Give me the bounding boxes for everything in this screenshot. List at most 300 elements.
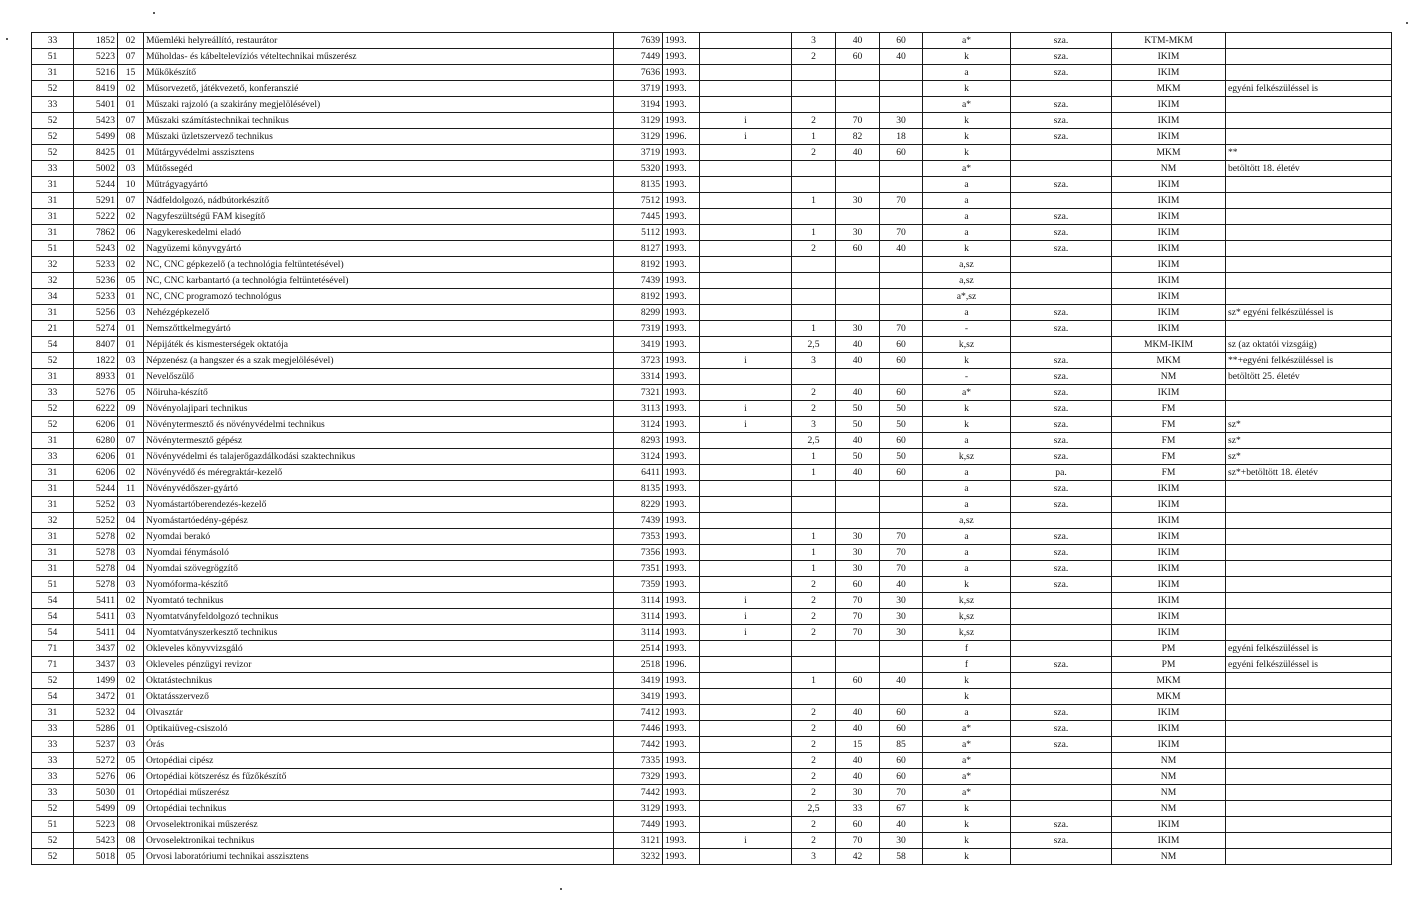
practice-pct-cell [880,657,923,673]
year-cell: 1993. [663,257,700,273]
table-row [32,145,1392,161]
flag-cell [700,209,792,225]
flag-cell [700,753,792,769]
exam-cell [1011,641,1112,657]
exam-cell: sza. [1011,49,1112,65]
feor-cell: 7446 [614,721,663,737]
exam-cell: pa. [1011,465,1112,481]
flag-cell: i [700,593,792,609]
duration-cell: 1 [792,193,836,209]
theory-pct-cell [836,641,880,657]
year-cell: 1993. [663,593,700,609]
table-row [32,561,1392,577]
entry-req-cell: k [923,401,1011,417]
remark-cell [1226,177,1392,193]
table-row [32,433,1392,449]
branch-code-cell: 5002 [74,161,118,177]
entry-req-cell: - [923,321,1011,337]
flag-cell [700,97,792,113]
feor-cell: 8192 [614,289,663,305]
exam-cell: sza. [1011,449,1112,465]
seq-cell: 01 [118,321,144,337]
occupation-name-cell: Orvoselektronikai technikus [144,833,614,849]
duration-cell: 1 [792,545,836,561]
occupation-name-cell: Ortopédiai műszerész [144,785,614,801]
occupation-name-cell: Műholdas- és kábeltelevíziós vételtechnikai műszerész [144,49,614,65]
year-cell: 1993. [663,673,700,689]
practice-pct-cell: 60 [880,33,923,49]
ministry-cell: IKIM [1112,561,1226,577]
level-cell: 31 [32,545,74,561]
branch-code-cell: 5291 [74,193,118,209]
occupation-name-cell: Nagykereskedelmi eladó [144,225,614,241]
exam-cell [1011,801,1112,817]
occupation-name-cell: Oktatástechnikus [144,673,614,689]
theory-pct-cell: 40 [836,337,880,353]
table-row [32,177,1392,193]
feor-cell: 7442 [614,737,663,753]
occupation-name-cell: Oktatásszervező [144,689,614,705]
entry-req-cell: k,sz [923,337,1011,353]
year-cell: 1993. [663,577,700,593]
branch-code-cell: 1499 [74,673,118,689]
duration-cell: 2 [792,609,836,625]
duration-cell: 2 [792,401,836,417]
practice-pct-cell: 50 [880,449,923,465]
ministry-cell: IKIM [1112,177,1226,193]
branch-code-cell: 5278 [74,545,118,561]
practice-pct-cell [880,81,923,97]
table-row [32,849,1392,865]
register-sheet [31,32,1392,865]
exam-cell [1011,337,1112,353]
exam-cell: sza. [1011,817,1112,833]
exam-cell [1011,81,1112,97]
feor-cell: 7445 [614,209,663,225]
branch-code-cell: 5499 [74,129,118,145]
branch-code-cell: 5237 [74,737,118,753]
entry-req-cell: k,sz [923,593,1011,609]
branch-code-cell: 5401 [74,97,118,113]
entry-req-cell: k [923,129,1011,145]
ministry-cell: IKIM [1112,721,1226,737]
remark-cell [1226,497,1392,513]
flag-cell: i [700,833,792,849]
ministry-cell: IKIM [1112,49,1226,65]
ministry-cell: IKIM [1112,97,1226,113]
year-cell: 1993. [663,417,700,433]
year-cell: 1993. [663,49,700,65]
table-row [32,225,1392,241]
feor-cell: 3114 [614,593,663,609]
table-row [32,65,1392,81]
branch-code-cell: 6206 [74,449,118,465]
level-cell: 31 [32,193,74,209]
entry-req-cell: a* [923,753,1011,769]
entry-req-cell: a* [923,97,1011,113]
entry-req-cell: a [923,705,1011,721]
seq-cell: 09 [118,401,144,417]
year-cell: 1993. [663,529,700,545]
year-cell: 1993. [663,465,700,481]
duration-cell: 1 [792,561,836,577]
exam-cell [1011,257,1112,273]
seq-cell: 01 [118,337,144,353]
year-cell: 1993. [663,321,700,337]
occupation-name-cell: Nevelőszülő [144,369,614,385]
occupation-name-cell: Nyomástartóberendezés-kezelő [144,497,614,513]
practice-pct-cell [880,161,923,177]
practice-pct-cell: 60 [880,353,923,369]
table-row [32,385,1392,401]
duration-cell [792,481,836,497]
remark-cell [1226,577,1392,593]
occupation-name-cell: Növényolajipari technikus [144,401,614,417]
ministry-cell: FM [1112,433,1226,449]
level-cell: 52 [32,353,74,369]
table-row [32,801,1392,817]
remark-cell [1226,481,1392,497]
feor-cell: 7319 [614,321,663,337]
theory-pct-cell: 40 [836,769,880,785]
duration-cell: 1 [792,225,836,241]
feor-cell: 7356 [614,545,663,561]
occupation-name-cell: Műszaki üzletszervező technikus [144,129,614,145]
duration-cell: 2 [792,241,836,257]
entry-req-cell: a [923,225,1011,241]
year-cell: 1993. [663,177,700,193]
feor-cell: 3129 [614,129,663,145]
ministry-cell: FM [1112,401,1226,417]
seq-cell: 03 [118,609,144,625]
year-cell: 1993. [663,401,700,417]
flag-cell [700,177,792,193]
feor-cell: 2514 [614,641,663,657]
branch-code-cell: 5423 [74,113,118,129]
entry-req-cell: a [923,193,1011,209]
seq-cell: 03 [118,657,144,673]
year-cell: 1993. [663,369,700,385]
ministry-cell: NM [1112,769,1226,785]
ministry-cell: IKIM [1112,817,1226,833]
seq-cell: 03 [118,577,144,593]
practice-pct-cell: 70 [880,321,923,337]
table-row [32,833,1392,849]
exam-cell [1011,161,1112,177]
practice-pct-cell [880,497,923,513]
practice-pct-cell: 50 [880,417,923,433]
branch-code-cell: 5286 [74,721,118,737]
theory-pct-cell: 42 [836,849,880,865]
theory-pct-cell [836,273,880,289]
remark-cell: sz* egyéni felkészüléssel is [1226,305,1392,321]
theory-pct-cell: 50 [836,449,880,465]
flag-cell [700,385,792,401]
duration-cell: 2 [792,833,836,849]
practice-pct-cell: 60 [880,337,923,353]
practice-pct-cell: 60 [880,769,923,785]
year-cell: 1993. [663,241,700,257]
level-cell: 33 [32,33,74,49]
theory-pct-cell: 40 [836,465,880,481]
theory-pct-cell: 70 [836,833,880,849]
flag-cell [700,305,792,321]
flag-cell [700,337,792,353]
table-row [32,417,1392,433]
theory-pct-cell: 50 [836,417,880,433]
practice-pct-cell: 40 [880,241,923,257]
ministry-cell: IKIM [1112,289,1226,305]
seq-cell: 03 [118,161,144,177]
level-cell: 32 [32,273,74,289]
branch-code-cell: 5233 [74,257,118,273]
level-cell: 31 [32,65,74,81]
feor-cell: 7321 [614,385,663,401]
duration-cell: 2 [792,737,836,753]
table-row [32,769,1392,785]
duration-cell [792,65,836,81]
table-row [32,337,1392,353]
seq-cell: 02 [118,81,144,97]
exam-cell: sza. [1011,241,1112,257]
level-cell: 31 [32,305,74,321]
branch-code-cell: 5252 [74,513,118,529]
exam-cell [1011,145,1112,161]
table-row [32,305,1392,321]
flag-cell [700,193,792,209]
table-row [32,609,1392,625]
scan-speck [6,38,8,40]
flag-cell [700,721,792,737]
flag-cell [700,33,792,49]
theory-pct-cell: 70 [836,593,880,609]
occupation-name-cell: Ortopédiai kötszerész és fűzőkészítő [144,769,614,785]
theory-pct-cell: 30 [836,561,880,577]
year-cell: 1993. [663,801,700,817]
year-cell: 1993. [663,193,700,209]
flag-cell [700,849,792,865]
ministry-cell: PM [1112,641,1226,657]
ministry-cell: IKIM [1112,113,1226,129]
feor-cell: 2518 [614,657,663,673]
remark-cell [1226,225,1392,241]
occupation-name-cell: Nyomdai berakó [144,529,614,545]
theory-pct-cell [836,257,880,273]
flag-cell [700,705,792,721]
remark-cell [1226,737,1392,753]
theory-pct-cell: 60 [836,241,880,257]
flag-cell [700,673,792,689]
remark-cell: sz* [1226,417,1392,433]
theory-pct-cell: 60 [836,673,880,689]
practice-pct-cell [880,177,923,193]
duration-cell: 1 [792,673,836,689]
feor-cell: 7353 [614,529,663,545]
practice-pct-cell: 58 [880,849,923,865]
flag-cell [700,769,792,785]
duration-cell [792,161,836,177]
branch-code-cell: 5411 [74,625,118,641]
theory-pct-cell: 30 [836,321,880,337]
remark-cell [1226,561,1392,577]
duration-cell [792,369,836,385]
level-cell: 21 [32,321,74,337]
seq-cell: 02 [118,257,144,273]
seq-cell: 01 [118,97,144,113]
remark-cell: sz (az oktatói vizsgáig) [1226,337,1392,353]
feor-cell: 8135 [614,481,663,497]
table-row [32,577,1392,593]
practice-pct-cell [880,641,923,657]
exam-cell: sza. [1011,353,1112,369]
theory-pct-cell: 40 [836,145,880,161]
seq-cell: 02 [118,529,144,545]
remark-cell [1226,849,1392,865]
seq-cell: 07 [118,433,144,449]
theory-pct-cell [836,497,880,513]
level-cell: 31 [32,369,74,385]
ministry-cell: IKIM [1112,129,1226,145]
flag-cell: i [700,401,792,417]
occupation-name-cell: NC, CNC programozó technológus [144,289,614,305]
exam-cell: sza. [1011,577,1112,593]
exam-cell [1011,289,1112,305]
seq-cell: 08 [118,129,144,145]
practice-pct-cell: 30 [880,113,923,129]
duration-cell: 3 [792,849,836,865]
remark-cell: egyéni felkészüléssel is [1226,81,1392,97]
duration-cell: 3 [792,353,836,369]
branch-code-cell: 5276 [74,385,118,401]
occupation-name-cell: Nyomtatványfeldolgozó technikus [144,609,614,625]
flag-cell [700,49,792,65]
ministry-cell: NM [1112,753,1226,769]
seq-cell: 05 [118,753,144,769]
exam-cell: sza. [1011,657,1112,673]
level-cell: 54 [32,337,74,353]
entry-req-cell: a [923,65,1011,81]
scan-speck [153,12,155,14]
table-row [32,753,1392,769]
theory-pct-cell: 40 [836,753,880,769]
duration-cell [792,289,836,305]
flag-cell [700,641,792,657]
occupation-name-cell: Nagyfeszültségű FAM kisegítő [144,209,614,225]
year-cell: 1993. [663,209,700,225]
seq-cell: 01 [118,417,144,433]
occupation-name-cell: Ortopédiai technikus [144,801,614,817]
remark-cell [1226,385,1392,401]
branch-code-cell: 5223 [74,49,118,65]
table-row [32,721,1392,737]
remark-cell [1226,593,1392,609]
theory-pct-cell: 40 [836,721,880,737]
remark-cell [1226,689,1392,705]
ministry-cell: IKIM [1112,545,1226,561]
occupation-name-cell: Műsorvezető, játékvezető, konferanszié [144,81,614,97]
exam-cell: sza. [1011,177,1112,193]
table-row [32,449,1392,465]
occupation-name-cell: Népzenész (a hangszer és a szak megjelölésével) [144,353,614,369]
year-cell: 1993. [663,721,700,737]
remark-cell [1226,33,1392,49]
remark-cell [1226,241,1392,257]
entry-req-cell: a [923,481,1011,497]
duration-cell: 2 [792,49,836,65]
branch-code-cell: 5499 [74,801,118,817]
table-row [32,689,1392,705]
entry-req-cell: k [923,417,1011,433]
ministry-cell: FM [1112,465,1226,481]
ministry-cell: IKIM [1112,241,1226,257]
duration-cell: 1 [792,449,836,465]
seq-cell: 01 [118,721,144,737]
ministry-cell: IKIM [1112,737,1226,753]
ministry-cell: IKIM [1112,321,1226,337]
theory-pct-cell: 30 [836,545,880,561]
theory-pct-cell [836,513,880,529]
table-row [32,369,1392,385]
branch-code-cell: 5274 [74,321,118,337]
entry-req-cell: k [923,241,1011,257]
exam-cell: sza. [1011,97,1112,113]
feor-cell: 3129 [614,113,663,129]
exam-cell: sza. [1011,705,1112,721]
branch-code-cell: 1822 [74,353,118,369]
practice-pct-cell: 85 [880,737,923,753]
seq-cell: 01 [118,289,144,305]
flag-cell [700,545,792,561]
level-cell: 52 [32,81,74,97]
seq-cell: 03 [118,497,144,513]
branch-code-cell: 5256 [74,305,118,321]
entry-req-cell: k [923,49,1011,65]
exam-cell: sza. [1011,737,1112,753]
exam-cell: sza. [1011,65,1112,81]
table-row [32,257,1392,273]
level-cell: 34 [32,289,74,305]
duration-cell: 1 [792,321,836,337]
table-row [32,273,1392,289]
table-row [32,321,1392,337]
practice-pct-cell [880,305,923,321]
remark-cell: egyéni felkészüléssel is [1226,657,1392,673]
exam-cell: sza. [1011,129,1112,145]
feor-cell: 3113 [614,401,663,417]
level-cell: 52 [32,129,74,145]
exam-cell: sza. [1011,497,1112,513]
level-cell: 52 [32,673,74,689]
flag-cell: i [700,353,792,369]
entry-req-cell: k [923,81,1011,97]
seq-cell: 09 [118,801,144,817]
duration-cell: 2 [792,705,836,721]
entry-req-cell: k [923,833,1011,849]
occupation-name-cell: Nyomdai szövegrögzítő [144,561,614,577]
practice-pct-cell [880,257,923,273]
duration-cell: 2 [792,785,836,801]
theory-pct-cell: 50 [836,401,880,417]
branch-code-cell: 8425 [74,145,118,161]
seq-cell: 08 [118,817,144,833]
level-cell: 31 [32,465,74,481]
practice-pct-cell: 60 [880,465,923,481]
remark-cell: **+egyéni felkészüléssel is [1226,353,1392,369]
duration-cell [792,657,836,673]
theory-pct-cell: 40 [836,353,880,369]
remark-cell [1226,257,1392,273]
duration-cell: 2 [792,721,836,737]
